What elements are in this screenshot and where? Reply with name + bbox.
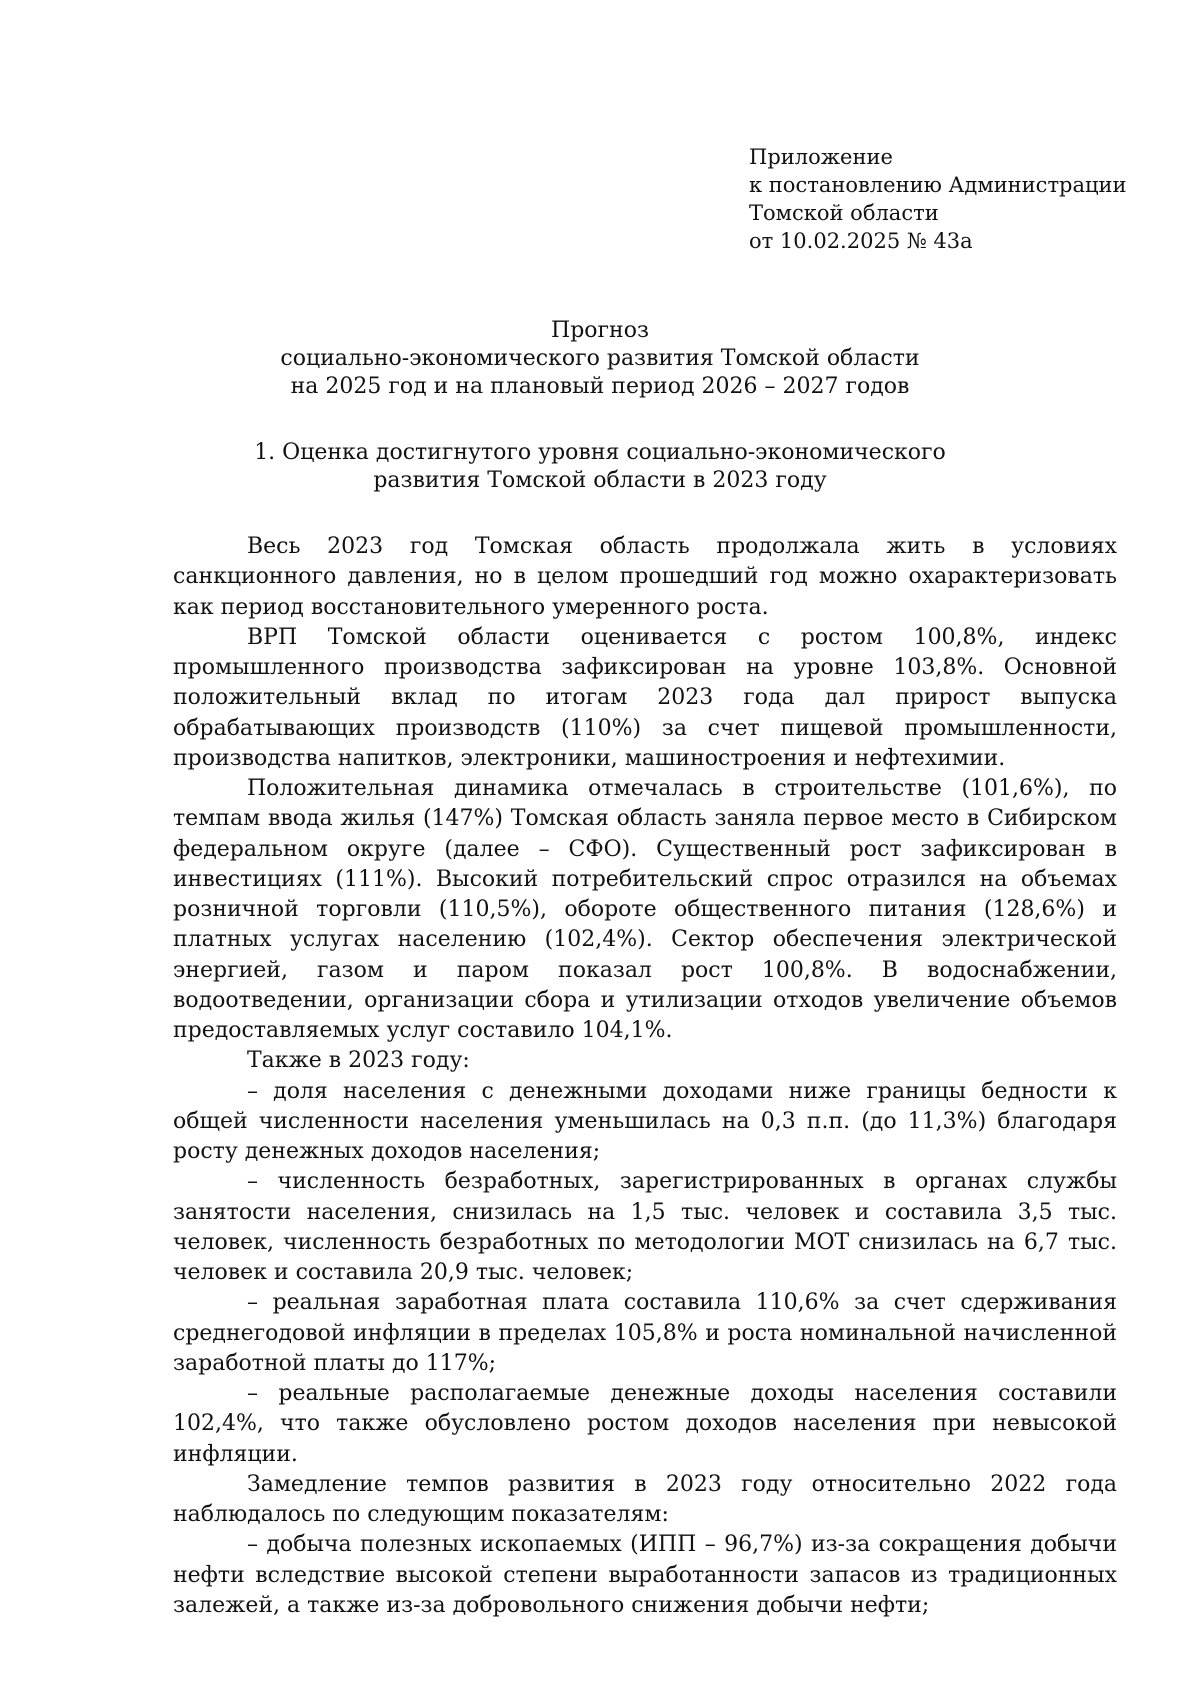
bullet-poverty: – доля населения с денежными доходами ниже границы бедности к общей численности населения уменьшилась на 0,3 п.п. (до 11,3%) благодаря росту денежных доходов населения; [173, 1078, 1117, 1164]
bullet-mining: – добыча полезных ископаемых (ИПП – 96,7%) из-за сокращения добычи нефти вследствие высокой степени выработанности запасов из традиционных залежей, а также из-за добровольного снижения добычи нефти; [173, 1532, 1117, 1618]
title-line-2: социально-экономического развития Томской области [280, 346, 920, 371]
bullet-unemployment: – численность безработных, зарегистрированных в органах службы занятости населения, снизилась на 1,5 тыс. человек и составила 3,5 тыс. человек, численность безработных по методологии МОТ снизилась на 6,7 тыс. человек и составила 20,9 тыс. человек; [173, 1169, 1117, 1285]
paragraph-slowdown: Замедление темпов развития в 2023 году относительно 2022 года наблюдалось по следующим показателям: [173, 1471, 1117, 1527]
bullet-income: – реальные располагаемые денежные доходы населения составили 102,4%, что также обусловлено ростом доходов населения при невысокой инфляции. [173, 1381, 1117, 1467]
bullet-wages: – реальная заработная плата составила 110,6% за счет сдерживания среднегодовой инфляции в пределах 105,8% и роста номинальной начисленной заработной платы до 117%; [173, 1290, 1117, 1376]
title-line-1: Прогноз [551, 318, 649, 343]
paragraph-also-2023: Также в 2023 году: [247, 1048, 470, 1074]
paragraph-sanctions: Весь 2023 год Томская область продолжала жить в условиях санкционного давления, но в целом прошедший год можно охарактеризовать как период восстановительного умеренного роста. [173, 534, 1117, 620]
appendix-header [749, 143, 1169, 255]
title-line-3: на 2025 год и на плановый период 2026 – 2027 годов [290, 374, 910, 399]
section-heading [150, 439, 1050, 495]
section-heading-line-2: развития Томской области в 2023 году [373, 468, 827, 493]
document-body [173, 532, 1117, 1621]
appendix-line-1: Приложение [749, 145, 893, 169]
paragraph-grp: ВРП Томской области оценивается с ростом 100,8%, индекс промышленного производства зафиксирован на уровне 103,8%. Основной положительный вклад по итогам 2023 года дал прирост выпуска обрабатывающих производств (110%) за счет пищевой промышленности, производства напитков, электроники, машиностроения и нефтехимии. [173, 624, 1117, 771]
section-heading-line-1: 1. Оценка достигнутого уровня социально-экономического [254, 440, 946, 465]
appendix-line-3: Томской области [749, 201, 939, 225]
appendix-line-2: к постановлению Администрации [749, 173, 1127, 197]
appendix-date-number: от 10.02.2025 № 43а [749, 229, 973, 253]
paragraph-dynamics: Положительная динамика отмечалась в строительстве (101,6%), по темпам ввода жилья (147%) Томская область заняла первое место в Сибирском федеральном округе (далее – СФО). Существенный рост зафиксирован в инвестициях (111%). Высокий потребительский спрос отразился на объемах розничной торговли (110,5%), обороте общественного питания (128,6%) и платных услугах населению (102,4%). Сектор обеспечения электрической энергией, газом и паром показал рост 100,8%. В водоснабжении, водоотведении, организации сбора и утилизации отходов увеличение объемов предоставляемых услуг составило 104,1%. [173, 776, 1117, 1043]
document-title [150, 317, 1050, 401]
